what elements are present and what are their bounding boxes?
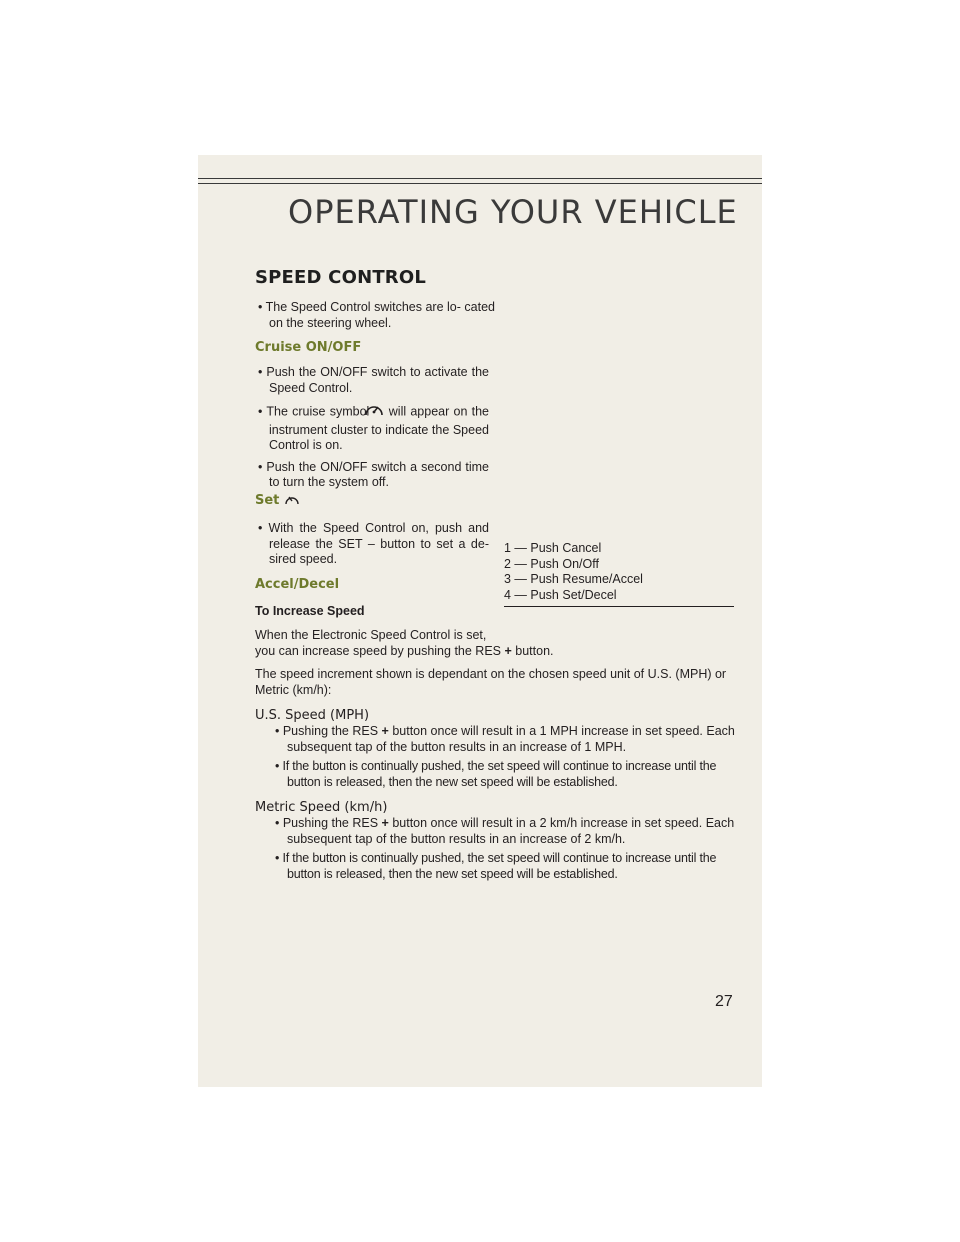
us-speed-bullet-2: • If the button is continually pushed, the set speed will continue to increase until the button is released, then the new set speed will be established. bbox=[275, 759, 717, 789]
set-heading-text: Set bbox=[255, 493, 280, 508]
figure-legend bbox=[504, 541, 734, 603]
speedometer-icon bbox=[374, 402, 385, 423]
us-speed-heading: U.S. Speed (MPH) bbox=[255, 708, 370, 723]
accel-para-1-line-1: When the Electronic Speed Control is set, bbox=[255, 628, 487, 642]
manual-page bbox=[198, 155, 762, 1087]
metric-bullet-1-end: button once will result in a 2 km/h increase in set speed. Each subsequent tap of the button results in an increase of 2 km/h. bbox=[287, 816, 735, 846]
us-plus-sign: + bbox=[381, 724, 389, 738]
metric-plus-sign: + bbox=[381, 816, 389, 830]
set-bullet-1: • With the Speed Control on, push and release the SET – button to set a de- sired speed. bbox=[258, 521, 489, 566]
accel-para-2: The speed increment shown is dependant on the chosen speed unit of U.S. (MPH) or Metric (km/h): bbox=[255, 667, 727, 697]
accel-paragraphs bbox=[255, 628, 737, 882]
accel-para-1-line-2b: button. bbox=[515, 643, 554, 658]
plus-sign: + bbox=[504, 643, 512, 658]
accel-heading: Accel/Decel bbox=[255, 577, 340, 592]
us-bullet-1-start: • Pushing the RES bbox=[275, 724, 379, 738]
legend-item-1: 1 — Push Cancel bbox=[504, 541, 602, 555]
metric-speed-bullet-2: • If the button is continually pushed, the set speed will continue to increase until the button is released, then the new set speed will be established. bbox=[275, 851, 717, 881]
legend-item-3: 3 — Push Resume/Accel bbox=[504, 572, 643, 586]
header-rule-bottom bbox=[198, 183, 762, 184]
us-bullet-1-end: button once will result in a 1 MPH increase in set speed. Each subsequent tap of the button results in an increase of 1 MPH. bbox=[287, 724, 735, 754]
metric-bullet-1-start: • Pushing the RES bbox=[275, 816, 379, 830]
cruise-bullet-2 bbox=[255, 402, 489, 454]
speed-control-heading: SPEED CONTROL bbox=[255, 267, 427, 288]
legend-rule bbox=[504, 606, 734, 607]
cruise-bullet-1: • Push the ON/OFF switch to activate the Speed Control. bbox=[258, 365, 489, 395]
header-rule-top bbox=[198, 178, 762, 179]
increase-speed-label: To Increase Speed bbox=[255, 604, 365, 618]
cruise-heading: Cruise ON/OFF bbox=[255, 340, 362, 355]
metric-speed-bullet-1 bbox=[255, 815, 737, 847]
set-speedometer-icon bbox=[284, 493, 300, 511]
cruise-bullet-2-end: will appear on the instrument cluster to indicate the Speed Control is on. bbox=[269, 404, 489, 452]
cruise-bullet-3: • Push the ON/OFF switch a second time to turn the system off. bbox=[258, 459, 489, 489]
accel-para-1-line-2a: you can increase speed by pushing the RES bbox=[255, 643, 501, 658]
accel-para-1 bbox=[255, 628, 737, 659]
cruise-block bbox=[255, 340, 489, 491]
legend-item-2: 2 — Push On/Off bbox=[504, 556, 599, 571]
speed-control-intro: • The Speed Control switches are lo- cated on the steering wheel. bbox=[258, 300, 495, 330]
section-title: OPERATING YOUR VEHICLE bbox=[288, 193, 738, 231]
legend-item-4: 4 — Push Set/Decel bbox=[504, 587, 617, 602]
metric-speed-heading: Metric Speed (km/h) bbox=[255, 800, 388, 815]
us-speed-bullet-1 bbox=[255, 723, 737, 755]
cruise-bullet-2-start: • The cruise symbol bbox=[258, 404, 370, 419]
accel-block bbox=[255, 577, 495, 618]
page-number: 27 bbox=[715, 993, 733, 1010]
speed-control-block bbox=[255, 267, 495, 331]
set-heading bbox=[255, 493, 489, 511]
set-block bbox=[255, 493, 489, 568]
